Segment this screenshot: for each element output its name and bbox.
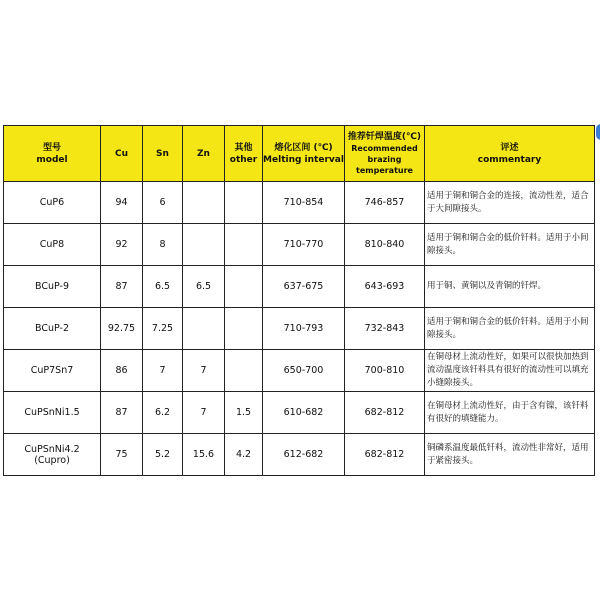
table-row	[4, 434, 595, 476]
brazing-alloy-table	[3, 125, 595, 476]
cell-sn: 6.5	[143, 266, 183, 308]
cell-sn: 7	[143, 350, 183, 392]
cell-zn: 7	[183, 350, 225, 392]
cell-model: CuPSnNi1.5	[4, 392, 101, 434]
cell-sn: 6	[143, 182, 183, 224]
cell-cu: 87	[101, 392, 143, 434]
table-row	[4, 266, 595, 308]
cell-comment: 适用于铜和铜合金的低价钎料。适用于小间隙接头。	[425, 308, 595, 350]
cell-cu: 94	[101, 182, 143, 224]
cell-cu: 92.75	[101, 308, 143, 350]
cell-model: CuPSnNi4.2 (Cupro)	[4, 434, 101, 476]
cell-comment: 铜磷系温度最低钎料，流动性非常好，适用于紧密接头。	[425, 434, 595, 476]
header-model: 型号 model	[4, 126, 101, 182]
cell-other	[225, 308, 263, 350]
cell-cu: 87	[101, 266, 143, 308]
cell-brazing: 682-812	[345, 392, 425, 434]
cell-model: BCuP-9	[4, 266, 101, 308]
cell-zn	[183, 308, 225, 350]
cell-comment: 在铜母材上流动性好，由于含有镍，该钎料有很好的填缝能力。	[425, 392, 595, 434]
cell-melting: 710-854	[263, 182, 345, 224]
cell-model: CuP8	[4, 224, 101, 266]
cell-brazing: 700-810	[345, 350, 425, 392]
cell-zn: 15.6	[183, 434, 225, 476]
cell-melting: 650-700	[263, 350, 345, 392]
cell-other	[225, 350, 263, 392]
cell-comment: 用于铜、黄铜以及青铜的钎焊。	[425, 266, 595, 308]
cell-sn: 6.2	[143, 392, 183, 434]
cell-other	[225, 224, 263, 266]
cell-cu: 86	[101, 350, 143, 392]
cell-melting: 637-675	[263, 266, 345, 308]
table-row	[4, 182, 595, 224]
table-row	[4, 350, 595, 392]
cell-zn: 7	[183, 392, 225, 434]
header-sn: Sn	[143, 126, 183, 182]
cell-comment: 适用于铜和铜合金的连接，流动性差，适合于大间隙接头。	[425, 182, 595, 224]
cell-cu: 92	[101, 224, 143, 266]
table-row	[4, 392, 595, 434]
table-row	[4, 308, 595, 350]
cell-sn: 7.25	[143, 308, 183, 350]
cell-melting: 612-682	[263, 434, 345, 476]
cell-model: BCuP-2	[4, 308, 101, 350]
cell-brazing: 746-857	[345, 182, 425, 224]
cell-other: 1.5	[225, 392, 263, 434]
cell-zn	[183, 224, 225, 266]
cell-comment: 适用于铜和铜合金的低价钎料。适用于小间隙接头。	[425, 224, 595, 266]
cell-melting: 710-770	[263, 224, 345, 266]
header-brazing-temperature: 推荐钎焊温度(℃) Recommended brazing temperature	[345, 126, 425, 182]
cell-sn: 5.2	[143, 434, 183, 476]
header-commentary: 评述 commentary	[425, 126, 595, 182]
cell-brazing: 810-840	[345, 224, 425, 266]
cell-brazing: 643-693	[345, 266, 425, 308]
header-cu: Cu	[101, 126, 143, 182]
header-row	[4, 126, 595, 182]
cell-comment: 在铜母材上流动性好，如果可以很快加热到流动温度该钎料具有很好的流动性可以填充小缝隙接头。	[425, 350, 595, 392]
cell-other	[225, 182, 263, 224]
cell-melting: 610-682	[263, 392, 345, 434]
header-melting-interval: 熔化区间 (℃) Melting interval	[263, 126, 345, 182]
cell-zn	[183, 182, 225, 224]
cell-sn: 8	[143, 224, 183, 266]
table-row	[4, 224, 595, 266]
cell-cu: 75	[101, 434, 143, 476]
header-zn: Zn	[183, 126, 225, 182]
cell-brazing: 682-812	[345, 434, 425, 476]
cell-other: 4.2	[225, 434, 263, 476]
header-other: 其他 other	[225, 126, 263, 182]
edge-circle-icon	[596, 124, 600, 140]
cell-model: CuP7Sn7	[4, 350, 101, 392]
cell-melting: 710-793	[263, 308, 345, 350]
cell-model: CuP6	[4, 182, 101, 224]
cell-other	[225, 266, 263, 308]
cell-brazing: 732-843	[345, 308, 425, 350]
cell-zn: 6.5	[183, 266, 225, 308]
